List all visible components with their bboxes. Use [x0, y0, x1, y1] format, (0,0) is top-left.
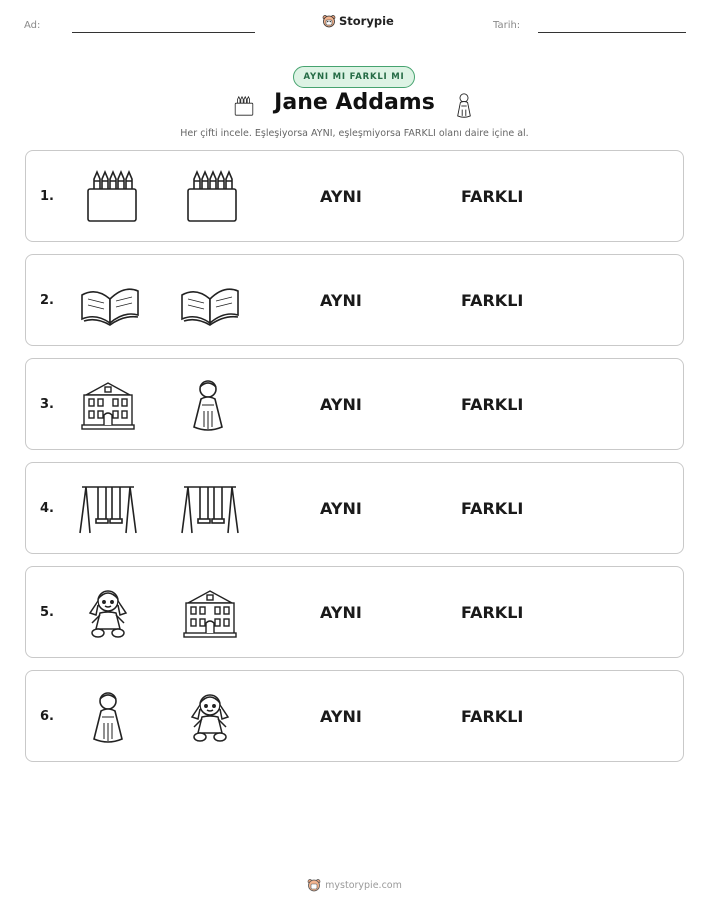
- open-book-icon: [78, 273, 142, 329]
- question-number: 4.: [40, 501, 54, 516]
- storypie-mascot-icon: [322, 14, 336, 28]
- house-icon: [178, 585, 242, 641]
- question-number: 2.: [40, 293, 54, 308]
- brand-logo: [322, 14, 394, 28]
- question-row-4: [25, 462, 684, 554]
- question-row-5: [25, 566, 684, 658]
- footer: [0, 878, 709, 892]
- question-row-1: [25, 150, 684, 242]
- name-label: Ad:: [24, 20, 41, 31]
- option-same[interactable]: AYNI: [320, 187, 362, 206]
- option-different[interactable]: FARKLI: [461, 395, 524, 414]
- option-same[interactable]: AYNI: [320, 707, 362, 726]
- doll-icon: [176, 377, 240, 433]
- swing-icon: [178, 481, 242, 537]
- question-number: 1.: [40, 189, 54, 204]
- page-title: Jane Addams: [274, 90, 435, 115]
- question-row-2: [25, 254, 684, 346]
- option-different[interactable]: FARKLI: [461, 707, 524, 726]
- instructions: Her çifti incele. Eşleşiyorsa AYNI, eşleşmiyorsa FARKLI olanı daire içine al.: [180, 128, 529, 139]
- question-number: 6.: [40, 709, 54, 724]
- brand-name: Storypie: [339, 14, 394, 28]
- date-line: [538, 32, 686, 33]
- question-row-6: [25, 670, 684, 762]
- date-label: Tarih:: [493, 20, 521, 31]
- girl-doll-icon: [76, 585, 140, 641]
- doll-icon: [455, 92, 473, 120]
- doll-icon: [76, 689, 140, 745]
- option-different[interactable]: FARKLI: [461, 187, 524, 206]
- worksheet-type-badge: AYNI MI FARKLI MI: [293, 66, 415, 88]
- girl-doll-icon: [178, 689, 242, 745]
- open-book-icon: [178, 273, 242, 329]
- option-same[interactable]: AYNI: [320, 395, 362, 414]
- footer-url[interactable]: mystorypie.com: [325, 879, 402, 891]
- storypie-mascot-icon: [307, 878, 321, 892]
- option-same[interactable]: AYNI: [320, 603, 362, 622]
- option-different[interactable]: FARKLI: [461, 291, 524, 310]
- option-different[interactable]: FARKLI: [461, 603, 524, 622]
- crayons-icon: [80, 169, 144, 225]
- house-icon: [76, 377, 140, 433]
- option-same[interactable]: AYNI: [320, 499, 362, 518]
- question-row-3: [25, 358, 684, 450]
- question-number: 5.: [40, 605, 54, 620]
- name-line: [72, 32, 255, 33]
- question-number: 3.: [40, 397, 54, 412]
- option-same[interactable]: AYNI: [320, 291, 362, 310]
- swing-icon: [76, 481, 140, 537]
- option-different[interactable]: FARKLI: [461, 499, 524, 518]
- crayons-icon: [180, 169, 244, 225]
